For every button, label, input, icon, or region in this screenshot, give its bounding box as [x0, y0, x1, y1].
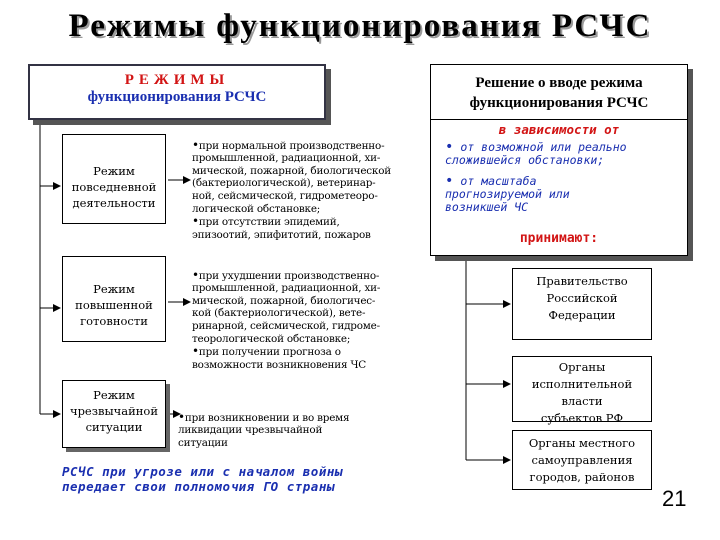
decision-divider: [431, 119, 687, 120]
bullet-icon: •: [445, 173, 454, 189]
bullet-icon: •: [192, 344, 199, 359]
note-line-1: РСЧС при угрозе или с началом войны: [62, 464, 343, 479]
decision-item-1-line-2: сложившейся обстановки;: [445, 153, 605, 167]
mode-emergency-box: [62, 380, 166, 448]
mode-2-desc-text-1: при ухудшении производственно- промышленной, радиационной, хи- мической, пожарной, биологичес- кой (бактериологической), вете- ринарной, сейсмической, гидроме- теорологической обстановке;: [192, 269, 381, 345]
decision-item-2-line-2: прогнозируемой или: [445, 187, 570, 201]
org-1-line-1: Правительство: [536, 274, 628, 288]
decision-title-line-1: Решение о вводе режима: [475, 75, 643, 91]
civil-defense-note: [62, 464, 442, 494]
mode-everyday-box: [62, 134, 166, 224]
mode-2-line-2: повышенной: [75, 298, 153, 312]
note-line-2: передает свои полномочия ГО страны: [62, 479, 335, 494]
bullet-icon: •: [192, 214, 199, 229]
mode-1-line-1: Режим: [93, 164, 135, 178]
org-3-line-2: самоуправления: [531, 453, 633, 467]
mode-2-description: [192, 256, 432, 371]
decision-adopt-label: принимают:: [519, 231, 599, 246]
mode-3-line-3: ситуации: [85, 420, 143, 434]
slide-number: 21: [662, 486, 687, 511]
bullet-icon: •: [192, 267, 199, 282]
bullet-icon: •: [445, 139, 454, 155]
decision-item-2-line-1: от масштаба: [460, 174, 537, 188]
org-2-line-4: субъектов РФ: [540, 411, 624, 425]
mode-3-desc-text-1: при возникновении и во время ликвидации чрезвычайной ситуации: [178, 411, 350, 449]
decision-item-1-line-1: от возможной или реально: [460, 140, 627, 154]
org-2-line-1: Органы: [558, 360, 606, 374]
mode-2-line-1: Режим: [93, 282, 135, 296]
bullet-icon: •: [192, 137, 199, 152]
decision-title-line-2: функционирования РСЧС: [469, 95, 649, 111]
org-1-line-3: Федерации: [548, 308, 616, 322]
org-regional-executive-box: [512, 356, 652, 425]
org-3-line-3: городов, районов: [529, 470, 635, 484]
decision-item-2-line-3: возникшей ЧС: [445, 200, 529, 214]
decision-box: [430, 64, 688, 256]
decision-title: [431, 73, 687, 113]
modes-header-box: [28, 64, 326, 120]
decision-item-2: [445, 175, 715, 214]
header-line-2: функционирования РСЧС: [87, 89, 267, 105]
mode-3-line-1: Режим: [93, 388, 135, 402]
mode-1-desc-text-1: при нормальной производственно- промышленной, радиационной, хи- мической, пожарной, биологической (бактериологической), ветеринар- ной, сейсмической, гидрометеоро- логической обстановке;: [192, 139, 392, 215]
mode-1-desc-text-2: при отсутствии эпидемий, эпизоотий, эпифитотий, пожаров: [192, 216, 371, 241]
mode-1-line-2: повседневной: [71, 180, 157, 194]
decision-dependency: в зависимости от: [498, 122, 620, 137]
org-government-box: [512, 268, 652, 340]
mode-2-line-3: готовности: [80, 314, 148, 328]
mode-1-description: [192, 126, 432, 241]
mode-3-line-2: чрезвычайной: [69, 404, 159, 418]
org-2-line-2: исполнительной: [531, 377, 633, 391]
page-title: Режимы функционирования РСЧС: [68, 8, 652, 44]
org-2-line-3: власти: [561, 394, 603, 408]
mode-1-line-3: деятельности: [72, 196, 156, 210]
header-line-1: РЕЖИМЫ: [124, 72, 230, 88]
org-1-line-2: Российской: [546, 291, 618, 305]
mode-high-alert-box: [62, 256, 166, 342]
mode-3-description: [178, 398, 418, 449]
org-local-government-box: [512, 430, 652, 490]
bullet-icon: •: [178, 409, 185, 424]
mode-2-desc-text-2: при получении прогноза о возможности возникновения ЧС: [192, 346, 367, 371]
org-3-line-1: Органы местного: [528, 436, 636, 450]
decision-item-1: [445, 141, 715, 167]
